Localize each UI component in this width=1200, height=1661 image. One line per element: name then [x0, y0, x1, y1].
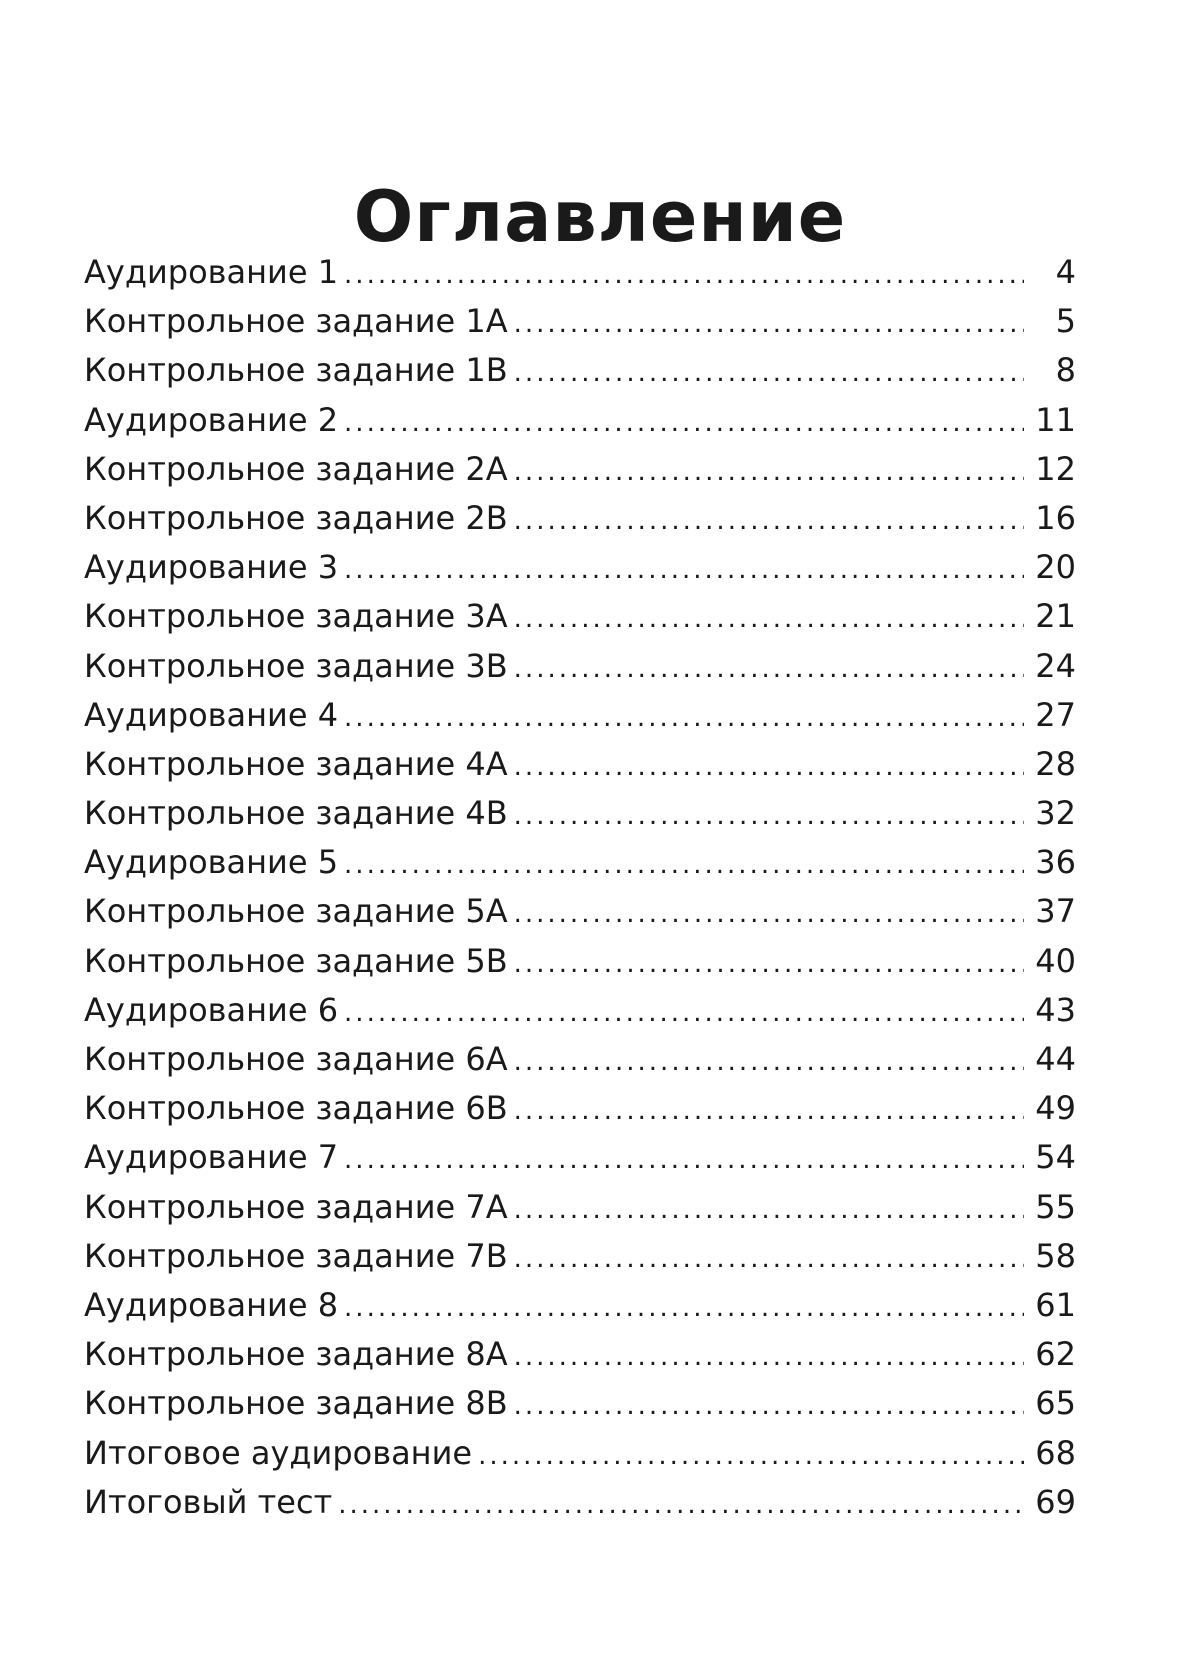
toc-entry-page: 24 — [1035, 646, 1076, 685]
dot-leader — [344, 1136, 1024, 1185]
toc-entry[interactable] — [84, 1183, 1076, 1232]
toc-entry[interactable] — [84, 1133, 1076, 1182]
toc-entry-page: 8 — [1055, 351, 1076, 390]
toc-entry[interactable] — [84, 986, 1076, 1035]
toc-entry[interactable] — [84, 887, 1076, 936]
toc-entry[interactable] — [84, 1281, 1076, 1330]
toc-entry[interactable] — [84, 346, 1076, 395]
toc-entry-page: 43 — [1035, 990, 1076, 1029]
dot-leader — [514, 300, 1024, 349]
toc-entry-label: Контрольное задание 2А — [84, 449, 508, 488]
dot-leader — [514, 940, 1024, 989]
toc-entry-page: 40 — [1035, 941, 1076, 980]
toc-entry-page: 20 — [1035, 548, 1076, 587]
dot-leader — [514, 645, 1024, 694]
toc-entry-label: Аудирование 5 — [84, 843, 339, 882]
dot-leader — [514, 1382, 1024, 1431]
toc-entry[interactable] — [84, 691, 1076, 740]
toc-entry-page: 54 — [1035, 1138, 1076, 1177]
dot-leader — [344, 694, 1024, 743]
toc-entry-page: 16 — [1035, 498, 1076, 537]
toc-entry-label: Контрольное задание 3В — [84, 646, 508, 685]
dot-leader — [514, 1087, 1024, 1136]
toc-entry-page: 5 — [1055, 302, 1076, 341]
toc-entry[interactable] — [84, 1379, 1076, 1428]
toc-entry-label: Контрольное задание 6В — [84, 1089, 508, 1128]
toc-entry-page: 28 — [1035, 744, 1076, 783]
dot-leader — [514, 595, 1024, 644]
toc-entry-label: Контрольное задание 8А — [84, 1335, 508, 1374]
toc-entry-page: 65 — [1035, 1384, 1076, 1423]
toc-entry-label: Контрольное задание 6А — [84, 1040, 508, 1078]
toc-entry-page: 62 — [1035, 1335, 1076, 1374]
toc-entry-label: Аудирование 8 — [84, 1285, 339, 1324]
toc-entry-label: Контрольное задание 5В — [84, 941, 508, 980]
toc-entry[interactable] — [84, 1084, 1076, 1133]
dot-leader — [514, 349, 1024, 398]
toc-entry-page: 32 — [1035, 794, 1076, 833]
dot-leader — [514, 1186, 1024, 1235]
dot-leader — [514, 743, 1024, 792]
toc-entry[interactable] — [84, 740, 1076, 789]
toc-entry-label: Контрольное задание 7В — [84, 1236, 508, 1275]
dot-leader — [344, 1284, 1024, 1333]
dot-leader — [514, 1333, 1024, 1382]
dot-leader — [514, 1235, 1024, 1284]
toc-entry-page: 69 — [1035, 1482, 1076, 1521]
toc-entry[interactable] — [84, 592, 1076, 641]
toc-entry[interactable] — [84, 642, 1076, 691]
toc-entry[interactable] — [84, 1035, 1076, 1084]
toc-entry[interactable] — [84, 789, 1076, 838]
toc-entry-label: Аудирование 6 — [84, 990, 339, 1029]
toc-entry-page: 49 — [1035, 1089, 1076, 1128]
toc-entry[interactable] — [84, 1429, 1076, 1478]
dot-leader — [478, 1432, 1024, 1481]
toc-entry-page: 58 — [1035, 1236, 1076, 1275]
toc-entry-label: Контрольное задание 4В — [84, 794, 508, 833]
dot-leader — [514, 497, 1024, 546]
toc-entry-page: 55 — [1035, 1187, 1076, 1226]
toc-entry[interactable] — [84, 1232, 1076, 1281]
toc-entry-page: 27 — [1035, 695, 1076, 734]
toc-entry-page: 11 — [1035, 400, 1076, 439]
toc-entry-label: Аудирование 7 — [84, 1138, 339, 1177]
toc-entry[interactable] — [84, 396, 1076, 445]
toc-entry-page: 61 — [1035, 1285, 1076, 1324]
dot-leader — [344, 989, 1024, 1038]
toc-entry-label: Итоговый тест — [84, 1482, 333, 1521]
dot-leader — [344, 251, 1024, 300]
toc-entry-page: 4 — [1055, 253, 1076, 291]
dot-leader — [344, 841, 1024, 890]
dot-leader — [514, 792, 1024, 841]
toc-entry-label: Контрольное задание 1В — [84, 351, 508, 390]
toc-entry[interactable] — [84, 445, 1076, 494]
toc-entry-label: Итоговое аудирование — [84, 1433, 473, 1472]
toc-entry-label: Аудирование 3 — [84, 548, 339, 587]
dot-leader — [344, 546, 1024, 595]
toc-entry-label: Аудирование 4 — [84, 695, 339, 734]
table-of-contents — [84, 248, 1076, 1527]
toc-entry-label: Контрольное задание 7А — [84, 1187, 508, 1226]
toc-entry-label: Аудирование 2 — [84, 400, 339, 439]
toc-entry-page: 21 — [1035, 597, 1076, 636]
dot-leader — [338, 1481, 1024, 1530]
toc-entry[interactable] — [84, 297, 1076, 346]
toc-entry-label: Контрольное задание 4А — [84, 744, 508, 783]
toc-entry-page: 36 — [1035, 843, 1076, 882]
toc-entry-page: 37 — [1035, 892, 1076, 931]
dot-leader — [514, 890, 1024, 939]
toc-entry[interactable] — [84, 494, 1076, 543]
toc-entry-label: Контрольное задание 1А — [84, 302, 508, 341]
toc-entry[interactable] — [84, 543, 1076, 592]
dot-leader — [344, 399, 1024, 448]
toc-entry-label: Контрольное задание 8В — [84, 1384, 508, 1423]
dot-leader — [514, 448, 1024, 497]
toc-entry[interactable] — [84, 838, 1076, 887]
toc-entry[interactable] — [84, 248, 1076, 297]
dot-leader — [514, 1038, 1024, 1087]
toc-entry-page: 44 — [1035, 1040, 1076, 1078]
page-title: Оглавление — [353, 175, 847, 258]
toc-entry-page: 68 — [1035, 1433, 1076, 1472]
toc-entry-label: Контрольное задание 2В — [84, 498, 508, 537]
toc-entry-label: Контрольное задание 3А — [84, 597, 508, 636]
toc-entry-label: Контрольное задание 5А — [84, 892, 508, 931]
toc-entry[interactable] — [84, 1478, 1076, 1527]
toc-entry-label: Аудирование 1 — [84, 253, 339, 291]
toc-entry[interactable] — [84, 1330, 1076, 1379]
toc-entry[interactable] — [84, 937, 1076, 986]
toc-entry-page: 12 — [1035, 449, 1076, 488]
